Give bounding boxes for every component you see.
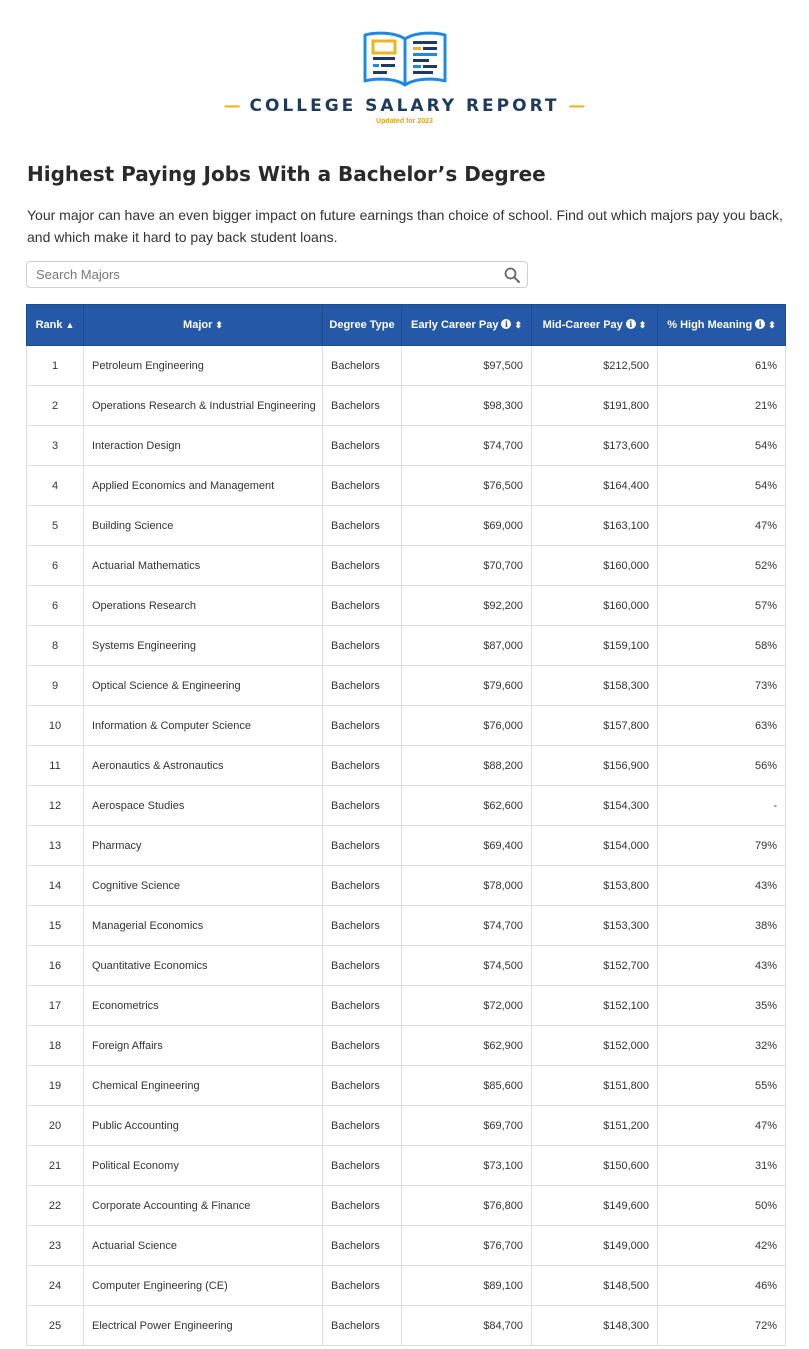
cell-early: $70,700 <box>402 546 532 586</box>
table-row <box>27 826 786 866</box>
column-header-label: % High Meaning <box>667 319 753 331</box>
cell-mid: $212,500 <box>532 346 658 386</box>
cell-meaning: 58% <box>658 626 786 666</box>
table-row <box>27 1266 786 1306</box>
cell-major: Pharmacy <box>84 826 323 866</box>
cell-degree: Bachelors <box>323 866 402 906</box>
cell-rank: 17 <box>27 986 84 1026</box>
table-row <box>27 1106 786 1146</box>
cell-rank: 12 <box>27 786 84 826</box>
cell-degree: Bachelors <box>323 1226 402 1266</box>
cell-major: Actuarial Mathematics <box>84 546 323 586</box>
table-row <box>27 1306 786 1346</box>
cell-major: Managerial Economics <box>84 906 323 946</box>
cell-mid: $151,800 <box>532 1066 658 1106</box>
cell-rank: 16 <box>27 946 84 986</box>
cell-early: $76,700 <box>402 1226 532 1266</box>
cell-meaning: 21% <box>658 386 786 426</box>
cell-rank: 18 <box>27 1026 84 1066</box>
cell-rank: 21 <box>27 1146 84 1186</box>
cell-major: Electrical Power Engineering <box>84 1306 323 1346</box>
column-header-early[interactable] <box>402 305 532 346</box>
table-row <box>27 426 786 466</box>
cell-meaning: 72% <box>658 1306 786 1346</box>
cell-meaning: - <box>658 786 786 826</box>
cell-rank: 6 <box>27 546 84 586</box>
table-row <box>27 1186 786 1226</box>
site-header <box>0 0 809 140</box>
cell-major: Interaction Design <box>84 426 323 466</box>
cell-major: Actuarial Science <box>84 1226 323 1266</box>
cell-early: $85,600 <box>402 1066 532 1106</box>
open-book-logo-icon[interactable] <box>361 29 449 89</box>
cell-rank: 13 <box>27 826 84 866</box>
cell-early: $69,700 <box>402 1106 532 1146</box>
cell-degree: Bachelors <box>323 666 402 706</box>
table-row <box>27 866 786 906</box>
cell-meaning: 32% <box>658 1026 786 1066</box>
cell-major: Building Science <box>84 506 323 546</box>
search-box <box>26 261 528 288</box>
page-intro: Your major can have an even bigger impact on future earnings than choice of school. Find out which majors pay you back, and which make it hard to pay back student loans. <box>27 207 783 245</box>
table-row <box>27 666 786 706</box>
table-row <box>27 1226 786 1266</box>
cell-major: Systems Engineering <box>84 626 323 666</box>
table-row <box>27 706 786 746</box>
column-header-label: Mid-Career Pay <box>542 319 623 331</box>
cell-meaning: 61% <box>658 346 786 386</box>
cell-degree: Bachelors <box>323 506 402 546</box>
cell-major: Information & Computer Science <box>84 706 323 746</box>
cell-early: $79,600 <box>402 666 532 706</box>
column-header-mid[interactable] <box>532 305 658 346</box>
cell-degree: Bachelors <box>323 1306 402 1346</box>
cell-rank: 22 <box>27 1186 84 1226</box>
cell-mid: $149,600 <box>532 1186 658 1226</box>
cell-major: Chemical Engineering <box>84 1066 323 1106</box>
cell-meaning: 47% <box>658 1106 786 1146</box>
cell-degree: Bachelors <box>323 1146 402 1186</box>
column-header-label: Rank <box>35 319 63 331</box>
cell-early: $62,900 <box>402 1026 532 1066</box>
table-row <box>27 466 786 506</box>
cell-early: $74,500 <box>402 946 532 986</box>
cell-rank: 3 <box>27 426 84 466</box>
cell-early: $72,000 <box>402 986 532 1026</box>
column-header-label: Major <box>183 319 213 331</box>
sort-icon[interactable]: ⬍ <box>768 320 776 330</box>
cell-rank: 2 <box>27 386 84 426</box>
cell-early: $78,000 <box>402 866 532 906</box>
brand-tagline: Updated for 2023 <box>376 118 433 125</box>
cell-major: Political Economy <box>84 1146 323 1186</box>
cell-major: Quantitative Economics <box>84 946 323 986</box>
cell-rank: 6 <box>27 586 84 626</box>
cell-mid: $152,700 <box>532 946 658 986</box>
cell-degree: Bachelors <box>323 1266 402 1306</box>
cell-mid: $160,000 <box>532 546 658 586</box>
cell-meaning: 47% <box>658 506 786 546</box>
table-header-row <box>27 305 786 346</box>
cell-mid: $153,800 <box>532 866 658 906</box>
table-body <box>27 346 786 1346</box>
cell-major: Cognitive Science <box>84 866 323 906</box>
cell-early: $73,100 <box>402 1146 532 1186</box>
cell-meaning: 56% <box>658 746 786 786</box>
cell-degree: Bachelors <box>323 746 402 786</box>
sort-ascending-icon[interactable]: ▲ <box>65 320 75 330</box>
table-row <box>27 1026 786 1066</box>
cell-mid: $148,300 <box>532 1306 658 1346</box>
cell-meaning: 54% <box>658 426 786 466</box>
cell-meaning: 57% <box>658 586 786 626</box>
cell-degree: Bachelors <box>323 546 402 586</box>
cell-mid: $158,300 <box>532 666 658 706</box>
cell-early: $76,500 <box>402 466 532 506</box>
cell-major: Optical Science & Engineering <box>84 666 323 706</box>
cell-mid: $156,900 <box>532 746 658 786</box>
table-row <box>27 906 786 946</box>
cell-major: Petroleum Engineering <box>84 346 323 386</box>
table-row <box>27 786 786 826</box>
cell-meaning: 63% <box>658 706 786 746</box>
column-header-meaning[interactable] <box>658 305 786 346</box>
cell-degree: Bachelors <box>323 426 402 466</box>
cell-degree: Bachelors <box>323 1066 402 1106</box>
cell-mid: $191,800 <box>532 386 658 426</box>
cell-mid: $152,000 <box>532 1026 658 1066</box>
cell-meaning: 43% <box>658 946 786 986</box>
sort-icon[interactable]: ⬍ <box>215 320 223 330</box>
table-row <box>27 1066 786 1106</box>
cell-mid: $152,100 <box>532 986 658 1026</box>
cell-degree: Bachelors <box>323 586 402 626</box>
table-row <box>27 346 786 386</box>
table-row <box>27 986 786 1026</box>
cell-mid: $150,600 <box>532 1146 658 1186</box>
cell-major: Foreign Affairs <box>84 1026 323 1066</box>
cell-mid: $154,300 <box>532 786 658 826</box>
column-header-major[interactable] <box>84 305 323 346</box>
cell-early: $98,300 <box>402 386 532 426</box>
cell-meaning: 55% <box>658 1066 786 1106</box>
cell-degree: Bachelors <box>323 386 402 426</box>
cell-rank: 9 <box>27 666 84 706</box>
cell-meaning: 42% <box>658 1226 786 1266</box>
column-header-label: Early Career Pay <box>411 319 499 331</box>
cell-meaning: 31% <box>658 1146 786 1186</box>
cell-mid: $157,800 <box>532 706 658 746</box>
cell-major: Computer Engineering (CE) <box>84 1266 323 1306</box>
cell-mid: $164,400 <box>532 466 658 506</box>
cell-meaning: 52% <box>658 546 786 586</box>
cell-early: $92,200 <box>402 586 532 626</box>
cell-meaning: 38% <box>658 906 786 946</box>
info-icon[interactable]: i <box>626 319 636 329</box>
page-title: Highest Paying Jobs With a Bachelor’s Degree <box>27 162 546 186</box>
table-row <box>27 546 786 586</box>
cell-meaning: 46% <box>658 1266 786 1306</box>
cell-major: Public Accounting <box>84 1106 323 1146</box>
cell-major: Operations Research <box>84 586 323 626</box>
table-row <box>27 386 786 426</box>
cell-rank: 19 <box>27 1066 84 1106</box>
cell-mid: $148,500 <box>532 1266 658 1306</box>
cell-early: $87,000 <box>402 626 532 666</box>
sort-icon[interactable]: ⬍ <box>514 320 522 330</box>
cell-major: Applied Economics and Management <box>84 466 323 506</box>
cell-rank: 1 <box>27 346 84 386</box>
cell-rank: 11 <box>27 746 84 786</box>
cell-meaning: 79% <box>658 826 786 866</box>
info-icon[interactable]: i <box>501 319 511 329</box>
cell-degree: Bachelors <box>323 826 402 866</box>
cell-meaning: 73% <box>658 666 786 706</box>
cell-mid: $151,200 <box>532 1106 658 1146</box>
cell-degree: Bachelors <box>323 946 402 986</box>
cell-rank: 4 <box>27 466 84 506</box>
cell-major: Aeronautics & Astronautics <box>84 746 323 786</box>
cell-mid: $160,000 <box>532 586 658 626</box>
cell-rank: 14 <box>27 866 84 906</box>
cell-rank: 23 <box>27 1226 84 1266</box>
cell-early: $76,000 <box>402 706 532 746</box>
table-row <box>27 626 786 666</box>
info-icon[interactable]: i <box>755 319 765 329</box>
cell-major: Operations Research & Industrial Engineering <box>84 386 323 426</box>
cell-degree: Bachelors <box>323 906 402 946</box>
column-header-rank[interactable] <box>27 305 84 346</box>
cell-degree: Bachelors <box>323 1186 402 1226</box>
cell-early: $88,200 <box>402 746 532 786</box>
cell-major: Econometrics <box>84 986 323 1026</box>
cell-rank: 24 <box>27 1266 84 1306</box>
cell-meaning: 43% <box>658 866 786 906</box>
cell-major: Corporate Accounting & Finance <box>84 1186 323 1226</box>
cell-degree: Bachelors <box>323 626 402 666</box>
cell-rank: 5 <box>27 506 84 546</box>
column-header-degree <box>323 305 402 346</box>
cell-rank: 15 <box>27 906 84 946</box>
cell-early: $74,700 <box>402 426 532 466</box>
cell-degree: Bachelors <box>323 466 402 506</box>
cell-mid: $154,000 <box>532 826 658 866</box>
cell-early: $84,700 <box>402 1306 532 1346</box>
table-row <box>27 946 786 986</box>
cell-meaning: 50% <box>658 1186 786 1226</box>
search-input[interactable] <box>36 265 496 284</box>
cell-meaning: 35% <box>658 986 786 1026</box>
brand-title[interactable]: — COLLEGE SALARY REPORT — <box>223 96 586 116</box>
cell-degree: Bachelors <box>323 986 402 1026</box>
cell-mid: $163,100 <box>532 506 658 546</box>
cell-early: $89,100 <box>402 1266 532 1306</box>
cell-rank: 8 <box>27 626 84 666</box>
cell-mid: $153,300 <box>532 906 658 946</box>
cell-degree: Bachelors <box>323 786 402 826</box>
search-icon[interactable] <box>504 267 520 283</box>
cell-degree: Bachelors <box>323 1106 402 1146</box>
cell-mid: $173,600 <box>532 426 658 466</box>
cell-early: $69,000 <box>402 506 532 546</box>
sort-icon[interactable]: ⬍ <box>638 320 647 330</box>
cell-mid: $159,100 <box>532 626 658 666</box>
table-row <box>27 506 786 546</box>
cell-rank: 10 <box>27 706 84 746</box>
cell-mid: $149,000 <box>532 1226 658 1266</box>
salary-table <box>26 304 786 1346</box>
table-row <box>27 746 786 786</box>
cell-major: Aerospace Studies <box>84 786 323 826</box>
cell-early: $97,500 <box>402 346 532 386</box>
cell-early: $76,800 <box>402 1186 532 1226</box>
cell-degree: Bachelors <box>323 1026 402 1066</box>
cell-degree: Bachelors <box>323 706 402 746</box>
table-row <box>27 586 786 626</box>
cell-degree: Bachelors <box>323 346 402 386</box>
column-header-label: Degree Type <box>329 319 395 331</box>
table-row <box>27 1146 786 1186</box>
cell-early: $74,700 <box>402 906 532 946</box>
cell-early: $69,400 <box>402 826 532 866</box>
cell-meaning: 54% <box>658 466 786 506</box>
cell-rank: 20 <box>27 1106 84 1146</box>
cell-rank: 25 <box>27 1306 84 1346</box>
cell-early: $62,600 <box>402 786 532 826</box>
